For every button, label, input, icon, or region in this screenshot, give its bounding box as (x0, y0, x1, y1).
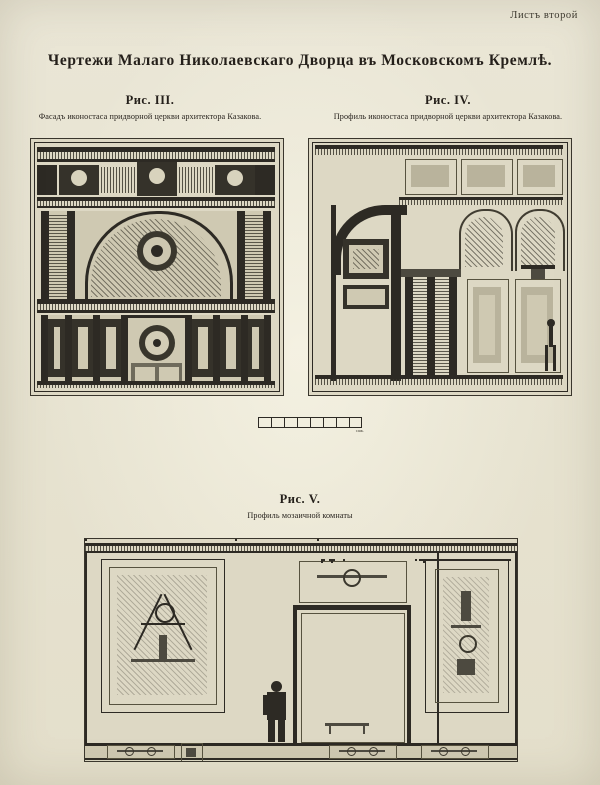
figure-4-caption (302, 93, 594, 121)
figure-5-caption (150, 492, 450, 520)
figure-3-number: Рис. III. (125, 93, 175, 107)
figure-5-number: Рис. V. (279, 492, 321, 506)
page-title: Чертежи Малаго Николаевскаго Дворца въ Московскомъ Кремлѣ. (47, 52, 553, 69)
iconostasis-facade-plate (30, 138, 284, 396)
scale-bar-unit: саж. (355, 428, 364, 433)
figure-5-subtitle: Профиль мозаичной комнаты (247, 511, 353, 520)
figure-3-subtitle: Фасадъ иконостаса придворной церкви архитектора Казакова. (38, 112, 262, 121)
figure-4-subtitle: Профиль иконостаса придворной церкви архитектора Казакова. (333, 112, 563, 121)
iconostasis-profile-plate (308, 138, 572, 396)
figure-4-number: Рис. IV. (424, 93, 472, 107)
figure-3-caption (10, 93, 290, 121)
scale-bar (258, 415, 362, 437)
mosaic-room-profile-plate (84, 538, 518, 762)
sheet-label: Листъ второй (510, 10, 578, 21)
